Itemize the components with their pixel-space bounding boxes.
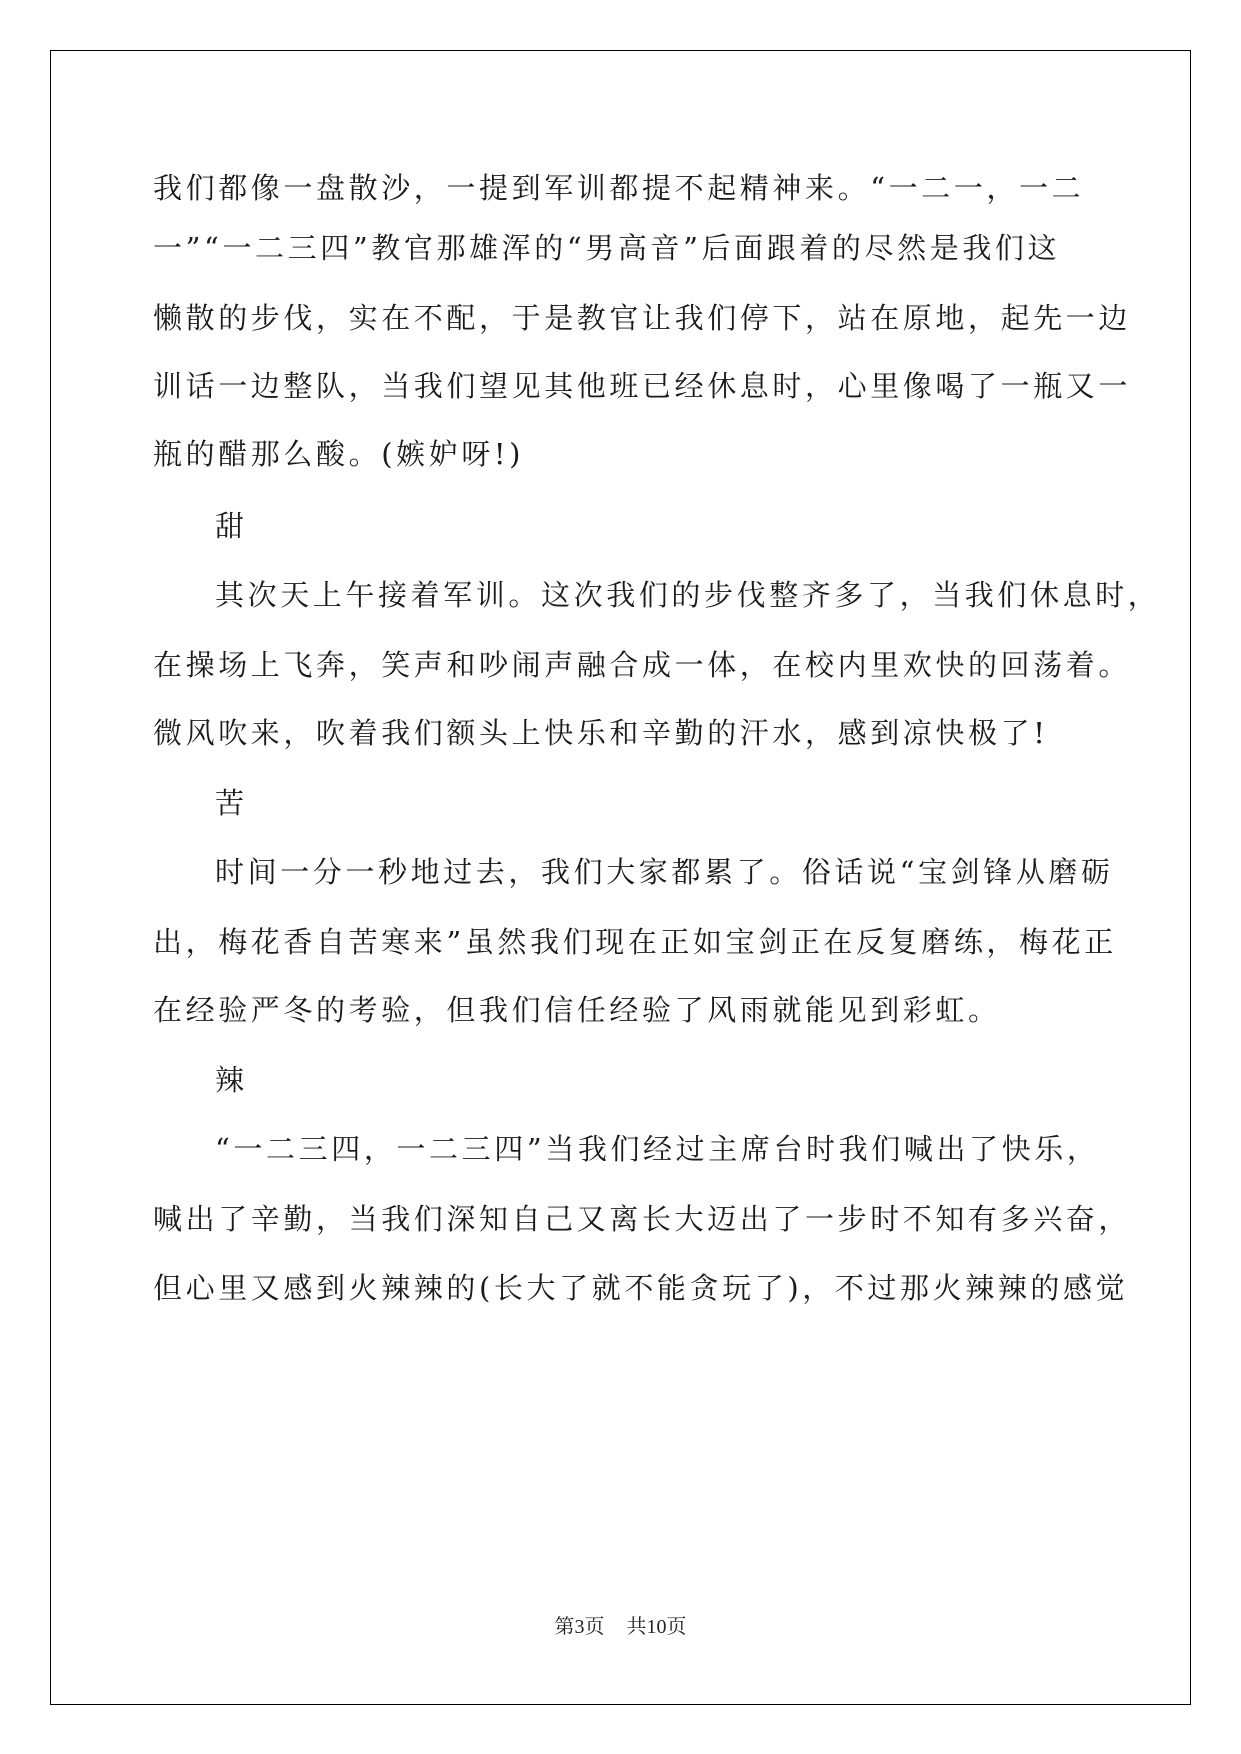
page-footer [0, 1610, 1241, 1639]
section-heading-spicy: 辣 [215, 1063, 248, 1097]
paragraph-line: 一”“一二三四”教官那雄浑的“男高音”后面跟着的尽然是我们这 [153, 231, 1061, 265]
paragraph-line: 但心里又感到火辣辣的(长大了就不能贪玩了)，不过那火辣辣的感觉 [153, 1271, 1129, 1305]
paragraph-line: “一二三四，一二三四”当我们经过主席台时我们喊出了快乐， [215, 1132, 1100, 1166]
paragraph-line: 微风吹来，吹着我们额头上快乐和辛勤的汗水，感到凉快极了! [153, 716, 1049, 750]
paragraph-line: 瓶的醋那么酸。(嫉妒呀!) [153, 437, 525, 471]
paragraph-line: 其次天上午接着军训。这次我们的步伐整齐多了，当我们休息时， [215, 578, 1161, 612]
paragraph-line: 在操场上飞奔，笑声和吵闹声融合成一体，在校内里欢快的回荡着。 [153, 648, 1132, 682]
paragraph-line: 训话一边整队，当我们望见其他班已经休息时，心里像喝了一瓶又一 [153, 369, 1132, 403]
paragraph-line: 懒散的步伐，实在不配，于是教官让我们停下，站在原地，起先一边 [153, 301, 1132, 335]
section-heading-sweet: 甜 [215, 509, 248, 543]
page-total: 共10页 [626, 1616, 687, 1638]
paragraph-line: 我们都像一盘散沙，一提到军训都提不起精神来。“一二一，一二 [153, 171, 1085, 205]
page-number: 第3页 [554, 1616, 605, 1638]
section-heading-bitter: 苦 [215, 786, 248, 820]
paragraph-line: 时间一分一秒地过去，我们大家都累了。俗话说“宝剑锋从磨砺 [215, 855, 1114, 889]
paragraph-line: 在经验严冬的考验，但我们信任经验了风雨就能见到彩虹。 [153, 993, 1001, 1027]
paragraph-line: 喊出了辛勤，当我们深知自己又离长大迈出了一步时不知有多兴奋， [153, 1202, 1132, 1236]
paragraph-line: 出，梅花香自苦寒来”虽然我们现在正如宝剑正在反复磨练，梅花正 [153, 925, 1117, 959]
